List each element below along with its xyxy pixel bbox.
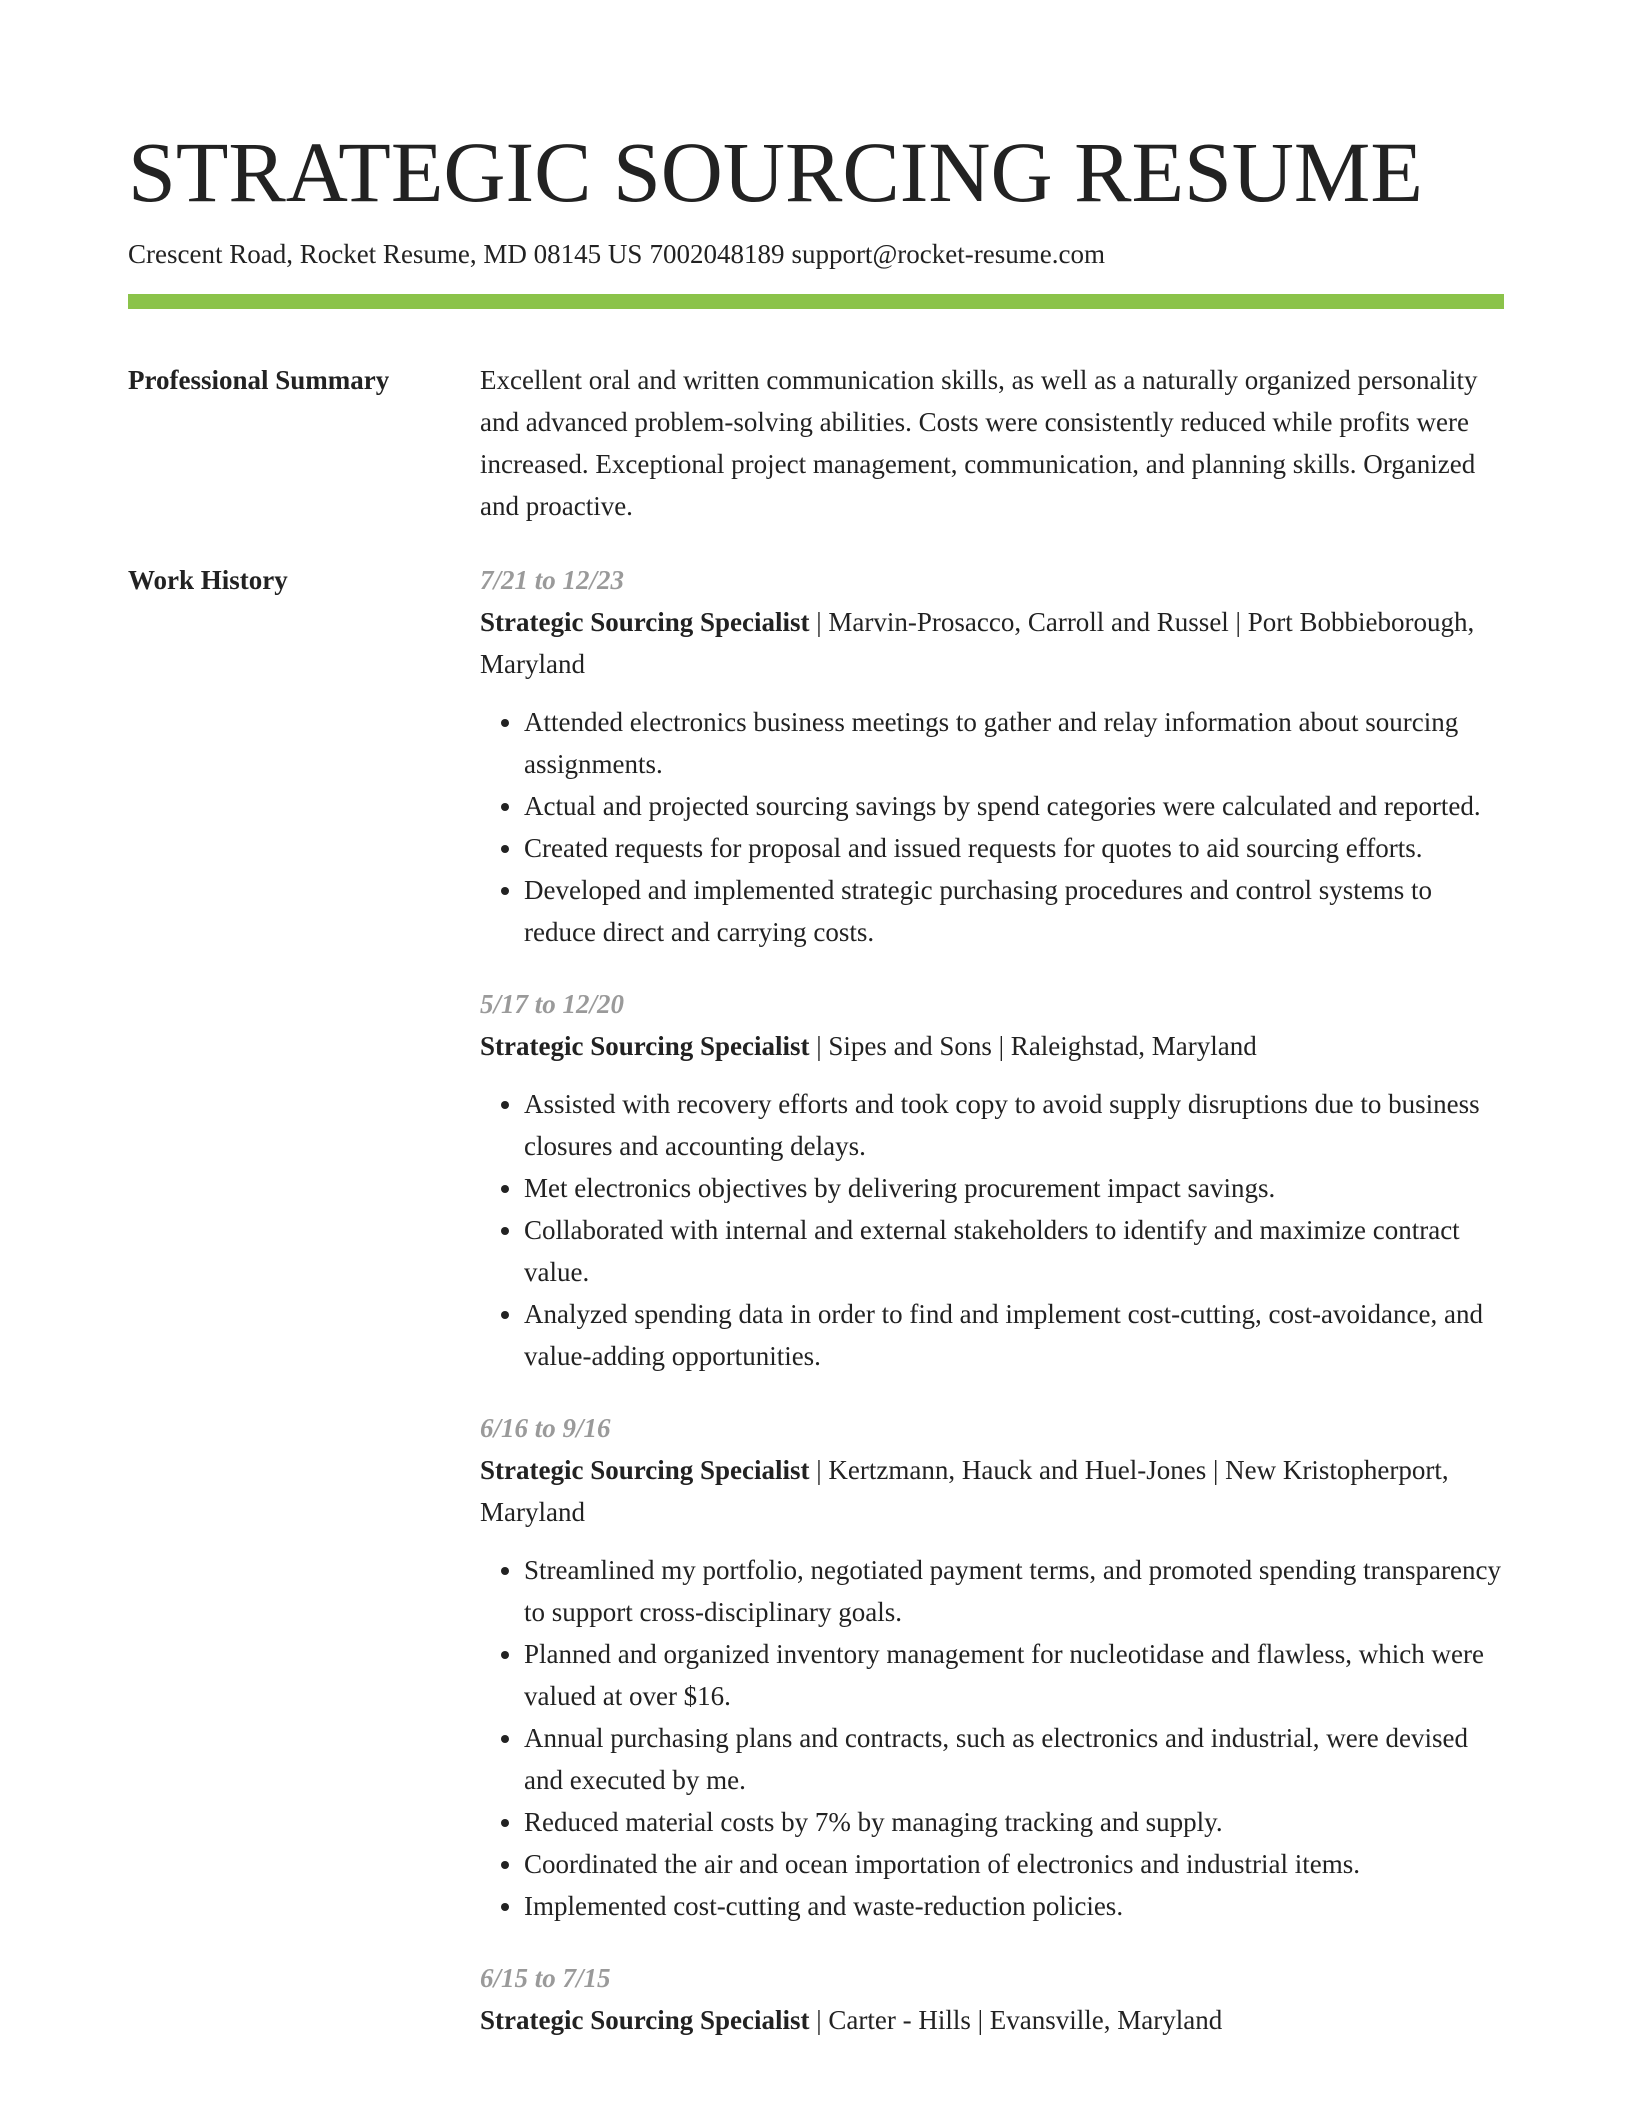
job-title: Strategic Sourcing Specialist xyxy=(480,1031,810,1061)
job-heading xyxy=(480,601,1504,685)
job-bullet: • Planned and organized inventory management for nucleotidase and flawless, which were valued at over $16. xyxy=(524,1633,1504,1717)
work-history-section xyxy=(128,559,1504,2071)
job-bullet: • Collaborated with internal and external stakeholders to identify and maximize contract value. xyxy=(524,1209,1504,1293)
job-bullet: • Developed and implemented strategic purchasing procedures and control systems to reduce direct and carrying costs. xyxy=(524,869,1504,953)
job-bullets xyxy=(480,1083,1504,1377)
work-history-list xyxy=(480,559,1504,2071)
job-dates: 6/15 to 7/15 xyxy=(480,1963,611,1993)
job-details: | Kertzmann, Hauck and Huel-Jones | New Kristopherport, Maryland xyxy=(480,1455,1449,1527)
job-heading xyxy=(480,1999,1504,2041)
job-entry xyxy=(480,1957,1504,2041)
job-title: Strategic Sourcing Specialist xyxy=(480,2005,810,2035)
contact-phone: 7002048189 xyxy=(649,239,785,269)
header-divider xyxy=(128,294,1504,309)
job-bullet: • Coordinated the air and ocean importation of electronics and industrial items. xyxy=(524,1843,1504,1885)
job-bullet: • Created requests for proposal and issued requests for quotes to aid sourcing efforts. xyxy=(524,827,1504,869)
resume-page xyxy=(128,0,1504,2071)
contact-address: Crescent Road, Rocket Resume, MD 08145 US xyxy=(128,239,643,269)
job-entry xyxy=(480,983,1504,1377)
contact-line xyxy=(128,234,1504,274)
job-dates: 5/17 to 12/20 xyxy=(480,989,625,1019)
job-bullets xyxy=(480,701,1504,953)
job-bullet: • Analyzed spending data in order to find and implement cost-cutting, cost-avoidance, and value-adding opportunities. xyxy=(524,1293,1504,1377)
job-dates: 6/16 to 9/16 xyxy=(480,1413,611,1443)
job-bullet: • Actual and projected sourcing savings by spend categories were calculated and reported. xyxy=(524,785,1504,827)
job-bullet: • Met electronics objectives by delivering procurement impact savings. xyxy=(524,1167,1504,1209)
job-details: | Carter - Hills | Evansville, Maryland xyxy=(809,2005,1223,2035)
job-entry xyxy=(480,559,1504,953)
professional-summary-section xyxy=(128,359,1504,527)
job-bullets xyxy=(480,1549,1504,1927)
summary-text: Excellent oral and written communication skills, as well as a naturally organized personality and advanced problem-solving abilities. Costs were consistently reduced while profits were increased. Exceptional project management, communication, and planning skills. Organized and proactive. xyxy=(480,365,1478,521)
job-details: | Sipes and Sons | Raleighstad, Maryland xyxy=(809,1031,1257,1061)
resume-title: STRATEGIC SOURCING RESUME xyxy=(128,124,1423,220)
job-bullet: • Implemented cost-cutting and waste-reduction policies. xyxy=(524,1885,1504,1927)
job-bullet: • Reduced material costs by 7% by managing tracking and supply. xyxy=(524,1801,1504,1843)
contact-email: support@rocket-resume.com xyxy=(791,239,1105,269)
job-bullet: • Assisted with recovery efforts and took copy to avoid supply disruptions due to business closures and accounting delays. xyxy=(524,1083,1504,1167)
job-entry xyxy=(480,1407,1504,1927)
section-label-work-history: Work History xyxy=(128,565,288,595)
job-bullet: • Annual purchasing plans and contracts, such as electronics and industrial, were devised and executed by me. xyxy=(524,1717,1504,1801)
job-heading xyxy=(480,1449,1504,1533)
job-bullet: • Streamlined my portfolio, negotiated payment terms, and promoted spending transparency to support cross-disciplinary goals. xyxy=(524,1549,1504,1633)
job-bullet: • Attended electronics business meetings to gather and relay information about sourcing assignments. xyxy=(524,701,1504,785)
job-details: | Marvin-Prosacco, Carroll and Russel | Port Bobbieborough, Maryland xyxy=(480,607,1475,679)
job-title: Strategic Sourcing Specialist xyxy=(480,607,810,637)
job-heading xyxy=(480,1025,1504,1067)
job-title: Strategic Sourcing Specialist xyxy=(480,1455,810,1485)
job-dates: 7/21 to 12/23 xyxy=(480,565,625,595)
section-label-summary: Professional Summary xyxy=(128,365,390,395)
